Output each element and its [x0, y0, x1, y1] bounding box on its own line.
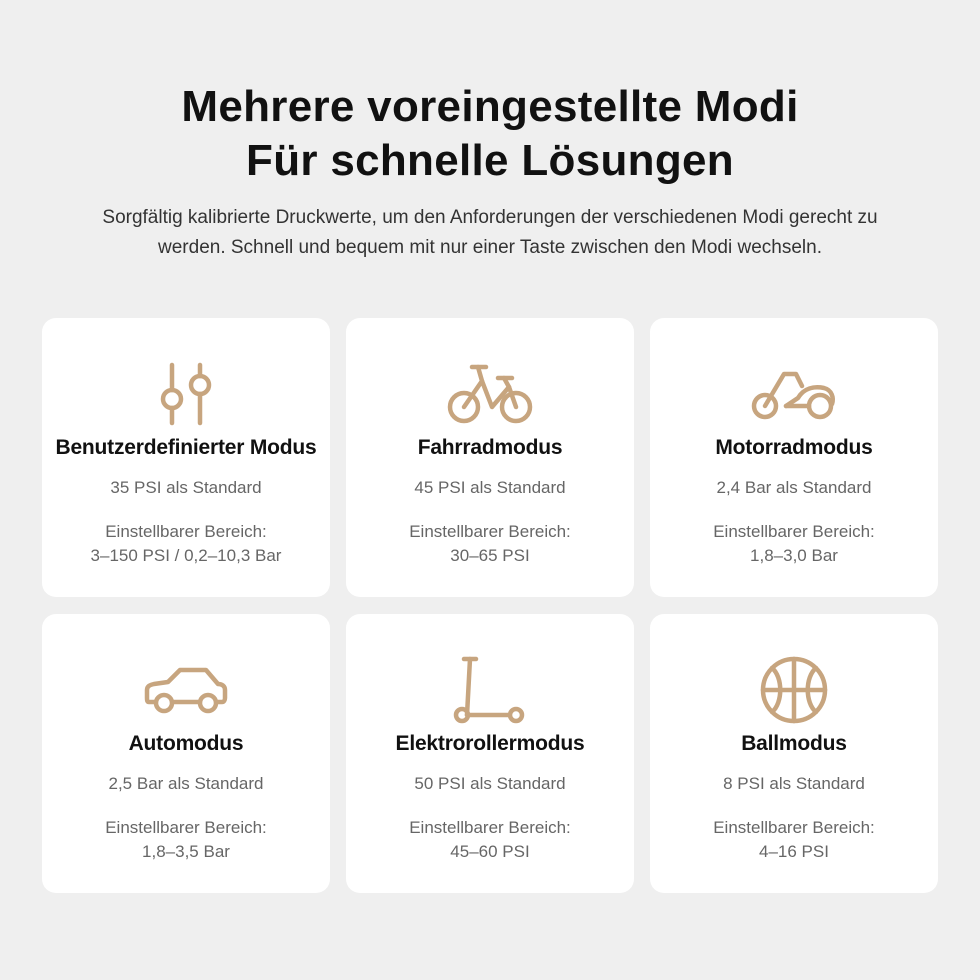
mode-card-custom — [42, 318, 330, 597]
mode-default: 35 PSI als Standard — [110, 478, 262, 497]
mode-title: Automodus — [128, 732, 244, 755]
range-value: 1,8–3,5 Bar — [142, 842, 230, 861]
mode-range — [346, 520, 634, 568]
mode-title: Elektrorollermodus — [395, 732, 585, 755]
mode-title: Fahrradmodus — [417, 436, 563, 459]
mode-range — [346, 816, 634, 864]
mode-grid — [42, 318, 938, 893]
mode-title: Motorradmodus — [715, 436, 873, 459]
title-line-1: Mehrere voreingestellte Modi — [181, 82, 799, 131]
range-label: Einstellbarer Bereich: — [105, 522, 267, 541]
range-label: Einstellbarer Bereich: — [105, 818, 267, 837]
range-value: 30–65 PSI — [450, 546, 530, 565]
sliders-icon — [42, 358, 330, 430]
subtitle-line-2: werden. Schnell und bequem mit nur einer Taste zwischen den Modi wechseln. — [158, 237, 822, 258]
range-label: Einstellbarer Bereich: — [713, 818, 875, 837]
mode-title: Benutzerdefinierter Modus — [55, 436, 317, 459]
mode-title: Ballmodus — [741, 732, 847, 755]
car-icon — [42, 654, 330, 726]
range-value: 1,8–3,0 Bar — [750, 546, 838, 565]
mode-range — [42, 520, 330, 568]
title-line-2: Für schnelle Lösungen — [246, 136, 734, 185]
range-value: 45–60 PSI — [450, 842, 530, 861]
mode-range — [650, 520, 938, 568]
mode-default: 8 PSI als Standard — [723, 774, 865, 793]
subtitle-line-1: Sorgfältig kalibrierte Druckwerte, um den Anforderungen der verschiedenen Modi gerecht zu — [102, 207, 878, 228]
motorcycle-icon — [650, 358, 938, 430]
bicycle-icon — [346, 358, 634, 430]
mode-card-bicycle — [346, 318, 634, 597]
range-value: 4–16 PSI — [759, 842, 829, 861]
range-label: Einstellbarer Bereich: — [713, 522, 875, 541]
page-title — [0, 80, 980, 188]
mode-card-motorcycle — [650, 318, 938, 597]
mode-card-ball — [650, 614, 938, 893]
mode-card-car — [42, 614, 330, 893]
mode-default: 2,4 Bar als Standard — [716, 478, 872, 497]
mode-default: 50 PSI als Standard — [414, 774, 566, 793]
mode-card-scooter — [346, 614, 634, 893]
basketball-icon — [650, 654, 938, 726]
mode-range — [650, 816, 938, 864]
range-value: 3–150 PSI / 0,2–10,3 Bar — [90, 546, 282, 565]
mode-default: 45 PSI als Standard — [414, 478, 566, 497]
range-label: Einstellbarer Bereich: — [409, 818, 571, 837]
page-subtitle — [60, 203, 920, 263]
range-label: Einstellbarer Bereich: — [409, 522, 571, 541]
mode-range — [42, 816, 330, 864]
scooter-icon — [346, 654, 634, 726]
mode-default: 2,5 Bar als Standard — [108, 774, 264, 793]
